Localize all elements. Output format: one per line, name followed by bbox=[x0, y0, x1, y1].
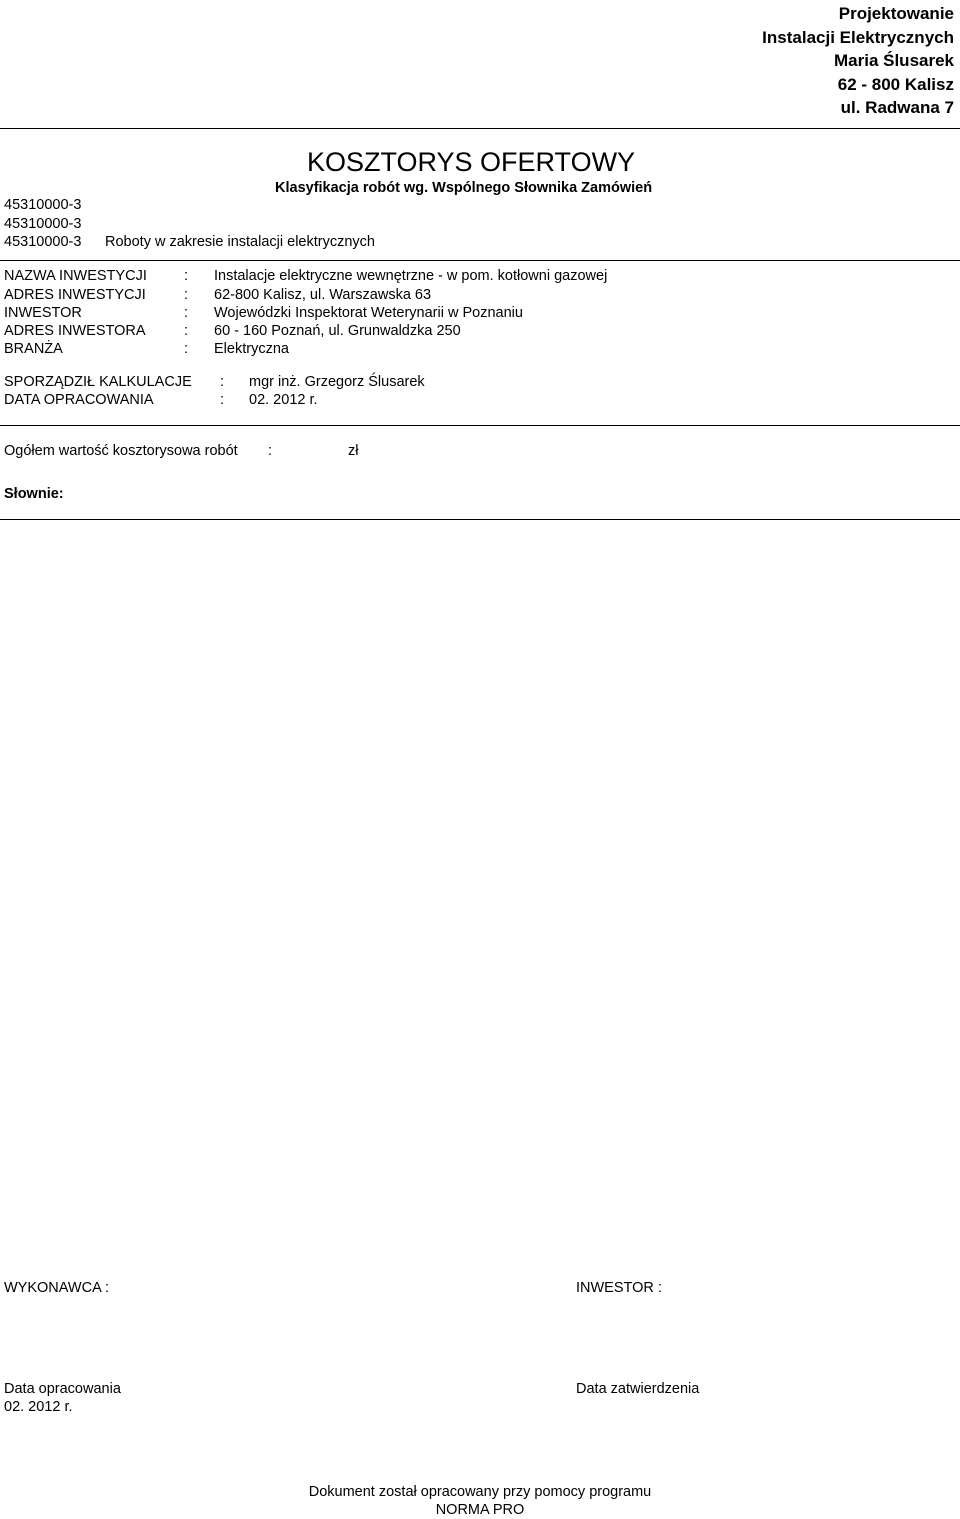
cpv-desc: Roboty w zakresie instalacji elektrycznych bbox=[105, 234, 375, 250]
investment-sep: : bbox=[184, 268, 189, 284]
total-sep: : bbox=[268, 443, 273, 459]
investment-sep: : bbox=[184, 287, 189, 303]
prepared-value: 02. 2012 r. bbox=[249, 392, 318, 408]
prepared-label: DATA OPRACOWANIA bbox=[4, 392, 154, 408]
document-title: KOSZTORYS OFERTOWY bbox=[307, 147, 636, 177]
section-divider bbox=[0, 260, 960, 261]
cpv-code: 45310000-3 bbox=[4, 197, 82, 213]
company-line: ul. Radwana 7 bbox=[840, 98, 954, 117]
investment-sep: : bbox=[184, 341, 189, 357]
cpv-code: 45310000-3 bbox=[4, 234, 82, 250]
prepared-sep: : bbox=[220, 374, 225, 390]
company-line: Instalacji Elektrycznych bbox=[762, 27, 954, 47]
investment-value: Elektryczna bbox=[214, 341, 289, 357]
cpv-code: 45310000-3 bbox=[4, 216, 82, 232]
investment-sep: : bbox=[184, 305, 189, 321]
approval-date-label: Data zatwierdzenia bbox=[576, 1381, 700, 1397]
company-line: Projektowanie bbox=[838, 4, 954, 23]
total-label: Ogółem wartość kosztorysowa robót bbox=[4, 443, 238, 459]
words-label: Słownie: bbox=[4, 486, 64, 502]
prep-date-value: 02. 2012 r. bbox=[4, 1399, 73, 1415]
investment-label: NAZWA INWESTYCJI bbox=[4, 268, 147, 284]
contractor-label: WYKONAWCA : bbox=[4, 1280, 109, 1296]
investor-label: INWESTOR : bbox=[576, 1280, 662, 1296]
investment-value: 62-800 Kalisz, ul. Warszawska 63 bbox=[214, 287, 432, 303]
prepared-value: mgr inż. Grzegorz Ślusarek bbox=[249, 374, 425, 390]
investment-value: Wojewódzki Inspektorat Weterynarii w Poznaniu bbox=[214, 305, 523, 321]
document-subtitle: Klasyfikacja robót wg. Wspólnego Słownika Zamówień bbox=[275, 180, 653, 196]
investment-label: BRANŻA bbox=[4, 341, 63, 357]
footer bbox=[0, 1483, 960, 1519]
section-divider bbox=[0, 519, 960, 520]
section-divider bbox=[0, 425, 960, 426]
investment-label: ADRES INWESTYCJI bbox=[4, 287, 146, 303]
company-header bbox=[762, 2, 954, 120]
total-currency: zł bbox=[348, 443, 359, 459]
investment-label: ADRES INWESTORA bbox=[4, 323, 146, 339]
prep-date-label: Data opracowania bbox=[4, 1381, 121, 1397]
investment-sep: : bbox=[184, 323, 189, 339]
footer-line: Dokument został opracowany przy pomocy programu bbox=[308, 1484, 652, 1500]
investment-value: Instalacje elektryczne wewnętrzne - w pom. kotłowni gazowej bbox=[214, 268, 608, 284]
investment-label: INWESTOR bbox=[4, 305, 82, 321]
prepared-label: SPORZĄDZIŁ KALKULACJE bbox=[4, 374, 192, 390]
header-divider bbox=[0, 128, 960, 129]
footer-line: NORMA PRO bbox=[435, 1502, 525, 1518]
investment-value: 60 - 160 Poznań, ul. Grunwaldzka 250 bbox=[214, 323, 461, 339]
company-line: Maria Ślusarek bbox=[833, 51, 954, 70]
prepared-sep: : bbox=[220, 392, 225, 408]
company-line: 62 - 800 Kalisz bbox=[837, 74, 954, 94]
